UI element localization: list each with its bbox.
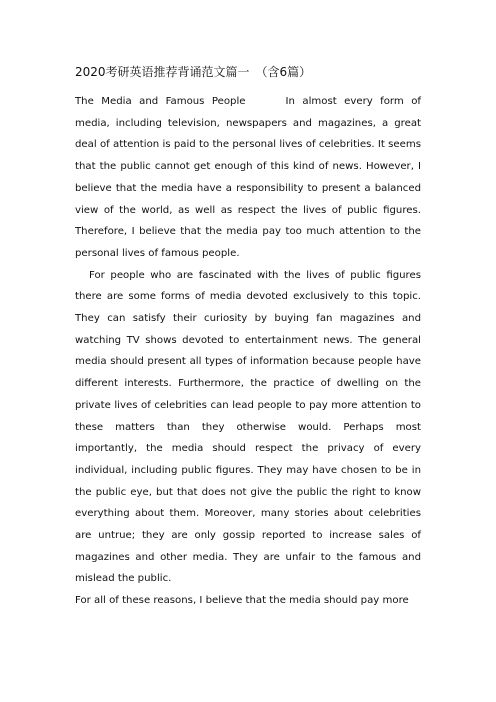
paragraph-2: For people who are fascinated with the lives of public figures there are some forms of media devoted exclusively to this topic. They can satisfy their curiosity by buying fan magazines and watching TV shows devoted to entertainment news. The general media should present all types of information because people have different interests. Furthermore, the practice of dwelling on the private lives of celebrities can lead people to pay more attention to these matters than they otherwise would. Perhaps most importantly, the media should respect the privacy of every individual, including public figures. They may have chosen to be in the public eye, but that does not give the public the right to know everything about them. Moreover, many stories about celebrities are untrue; they are only gossip reported to increase sales of magazines and other media. They are unfair to the famous and mislead the public. [75, 269, 421, 585]
document-title: 2020考研英语推荐背诵范文篇一 （含6篇） [75, 65, 312, 79]
paragraph-1 [75, 91, 421, 265]
essay-body [75, 91, 421, 612]
essay-title: The Media and Famous People [75, 96, 246, 107]
paragraph-3: For all of these reasons, I believe that the media should pay more [75, 595, 409, 607]
paragraph-1-text: In almost every form of media, including television, newspapers and magazines, a great deal of attention is paid to the personal lives of celebrities. It seems that the public cannot get enough of this kind of news. However, I believe that the media have a responsibility to present a balanced view of the world, as well as respect the lives of public figures. Therefore, I believe that the media pay too much attention to the personal lives of famous people. [75, 96, 421, 259]
